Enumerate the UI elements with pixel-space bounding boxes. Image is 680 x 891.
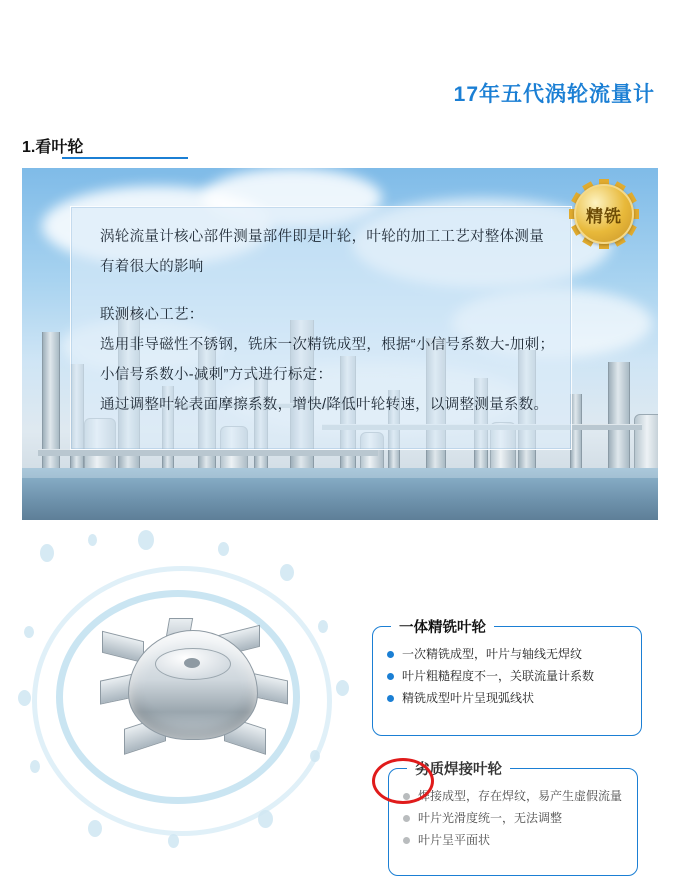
impeller-center (184, 658, 200, 668)
list-item: 叶片呈平面状 (403, 829, 627, 851)
section-label: 1.看叶轮 (22, 139, 84, 156)
impeller-photo-area (0, 520, 680, 891)
section-underline (62, 157, 188, 159)
list-item: 精铣成型叶片呈现弧线状 (387, 687, 631, 709)
hero-factory-banner (22, 168, 658, 520)
list-item: 焊接成型，存在焊纹，易产生虚假流量 (403, 785, 627, 807)
highlight-circle-icon (372, 758, 434, 804)
list-item: 叶片光滑度统一，无法调整 (403, 807, 627, 829)
bad-impeller-title: 劣质焊接叶轮 (407, 758, 510, 779)
hero-paragraph-2-line-1: 联测核心工艺： (100, 307, 204, 323)
good-impeller-title: 一体精铣叶轮 (391, 616, 494, 637)
water-band (22, 468, 658, 520)
seal-label: 精铣 (586, 206, 622, 226)
hero-paragraph-2-line-2: 选用非导磁性不锈钢，铣床一次精铣成型，根据“小信号系数大-加刺；小信号系数小-减刺”方式进行标定： (100, 337, 555, 383)
quality-seal-badge (568, 178, 640, 250)
seal-disc (574, 184, 634, 244)
list-item: 一次精铣成型，叶片与轴线无焊纹 (387, 643, 631, 665)
hero-paragraph-2-line-3: 通过调整叶轮表面摩擦系数，增快/降低叶轮转速，以调整测量系数。 (100, 397, 549, 413)
hero-text (100, 222, 555, 420)
good-impeller-info-box (372, 620, 642, 736)
turbine-impeller (100, 618, 286, 768)
list-item: 叶片粗糙程度不一，关联流量计系数 (387, 665, 631, 687)
good-impeller-bullet-list (373, 627, 641, 709)
water-splash-image (18, 530, 368, 860)
hero-paragraph-1: 涡轮流量计核心部件测量部件即是叶轮，叶轮的加工工艺对整体测量有着很大的影响 (100, 229, 544, 275)
page-title: 17年五代涡轮流量计 (453, 83, 655, 106)
